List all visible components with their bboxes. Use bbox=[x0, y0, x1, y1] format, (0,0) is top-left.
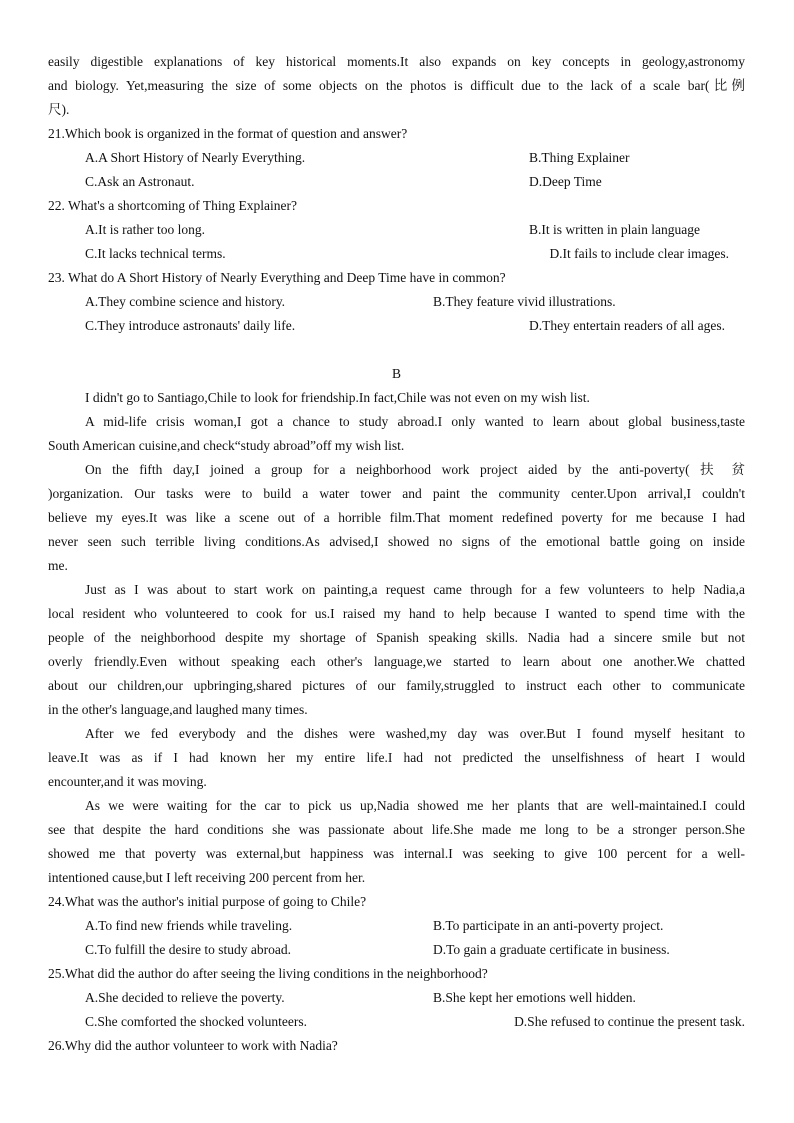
passage-line: A mid-life crisis woman,I got a chance to study abroad.I only wanted to learn about global business,taste bbox=[85, 414, 745, 429]
option-c: C.She comforted the shocked volunteers. bbox=[85, 1014, 307, 1029]
question-25 bbox=[48, 962, 745, 1034]
option-c: C.Ask an Astronaut. bbox=[85, 174, 195, 189]
passage-line: After we fed everybody and the dishes were washed,my day was over.But I found myself hesitant to bbox=[85, 726, 745, 741]
option-b: B.Thing Explainer bbox=[529, 150, 630, 165]
question-23 bbox=[48, 266, 745, 338]
passage-line: I didn't go to Santiago,Chile to look for friendship.In fact,Chile was not even on my wish list. bbox=[85, 390, 590, 405]
option-c: C.To fulfill the desire to study abroad. bbox=[85, 942, 292, 957]
passage-line: showed me that poverty was external,but happiness was internal.I was seeking to give 100 percent for a well- bbox=[48, 846, 745, 861]
passage-line: see that despite the hard conditions she was passionate about life.She made me long to be a stronger person.She bbox=[48, 822, 745, 837]
question-stem: 26.Why did the author volunteer to work with Nadia? bbox=[48, 1038, 338, 1053]
passage-line: overly friendly.Even without speaking each other's language,we started to learn about one another.We chatted bbox=[48, 654, 745, 669]
option-a: A.To find new friends while traveling. bbox=[85, 918, 293, 933]
passage-line: encounter,and it was moving. bbox=[48, 774, 207, 789]
option-a: A.It is rather too long. bbox=[85, 222, 205, 237]
passage-line: people of the neighborhood despite my shortage of Spanish speaking skills. Nadia had a sincere smile but not bbox=[48, 630, 745, 645]
option-d: D.It fails to include clear images. bbox=[549, 246, 729, 261]
option-a: A.They combine science and history. bbox=[85, 294, 286, 309]
option-d: D.They entertain readers of all ages. bbox=[529, 318, 726, 333]
question-stem: 24.What was the author's initial purpose of going to Chile? bbox=[48, 894, 367, 909]
passage-b bbox=[48, 386, 745, 890]
passage-line: local resident who volunteered to cook for us.I raised my hand to help because I wanted to spend time with the bbox=[48, 606, 745, 621]
passage-line: me. bbox=[48, 558, 68, 573]
option-c: C.They introduce astronauts' daily life. bbox=[85, 318, 296, 333]
passage-line: leave.It was as if I had known her my entire life.I had not predicted the unselfishness of heart I would bbox=[48, 750, 745, 765]
option-b: B.It is written in plain language bbox=[529, 222, 700, 237]
option-b: B.To participate in an anti-poverty project. bbox=[433, 918, 664, 933]
question-stem: 21.Which book is organized in the format of question and answer? bbox=[48, 126, 408, 141]
option-a: A.She decided to relieve the poverty. bbox=[85, 990, 285, 1005]
section-b-title: B bbox=[391, 366, 401, 381]
question-stem: 25.What did the author do after seeing the living conditions in the neighborhood? bbox=[48, 966, 488, 981]
passage-line: believe my eyes.It was like a scene out of a horrible film.That moment redefined poverty for me because I had bbox=[48, 510, 745, 525]
text-line: easily digestible explanations of key historical moments.It also expands on key concepts in geology,astronomy bbox=[48, 54, 745, 69]
exam-page bbox=[48, 50, 745, 1058]
question-26 bbox=[48, 1034, 745, 1058]
passage-line: in the other's language,and laughed many times. bbox=[48, 702, 308, 717]
passage-line: Just as I was about to start work on painting,a request came through for a few volunteers to help Nadia,a bbox=[85, 582, 745, 597]
option-b: B.They feature vivid illustrations. bbox=[433, 294, 616, 309]
question-24 bbox=[48, 890, 745, 962]
passage-line: South American cuisine,and check“study abroad”off my wish list. bbox=[48, 438, 405, 453]
option-c: C.It lacks technical terms. bbox=[85, 246, 226, 261]
passage-line: about our children,our upbringing,shared pictures of our family,struggled to instruct each other to communicate bbox=[48, 678, 745, 693]
passage-line: intentioned cause,but I left receiving 200 percent from her. bbox=[48, 870, 366, 885]
question-22 bbox=[48, 194, 745, 266]
question-21 bbox=[48, 122, 745, 194]
question-stem: 22. What's a shortcoming of Thing Explainer? bbox=[48, 198, 298, 213]
text-line: and biology. Yet,measuring the size of some objects on the photos is difficult due to the lack of a scale bar(比例 bbox=[48, 78, 745, 93]
question-stem: 23. What do A Short History of Nearly Everything and Deep Time have in common? bbox=[48, 270, 506, 285]
option-d: D.She refused to continue the present task. bbox=[514, 1014, 745, 1029]
option-d: D.Deep Time bbox=[529, 174, 602, 189]
passage-line: )organization. Our tasks were to build a water tower and paint the community center.Upon arrival,I couldn't bbox=[48, 486, 745, 501]
option-b: B.She kept her emotions well hidden. bbox=[433, 990, 636, 1005]
passage-line: never seen such terrible living conditions.As advised,I showed no signs of the emotional battle going on inside bbox=[48, 534, 745, 549]
intro-paragraph bbox=[48, 50, 745, 122]
option-d: D.To gain a graduate certificate in business. bbox=[433, 942, 670, 957]
passage-line: As we were waiting for the car to pick us up,Nadia showed me her plants that are well-maintained.I could bbox=[85, 798, 745, 813]
option-a: A.A Short History of Nearly Everything. bbox=[85, 150, 306, 165]
passage-line: On the fifth day,I joined a group for a neighborhood work project aided by the anti-poverty( 扶 贫 bbox=[85, 462, 745, 477]
text-line: 尺). bbox=[48, 102, 70, 117]
